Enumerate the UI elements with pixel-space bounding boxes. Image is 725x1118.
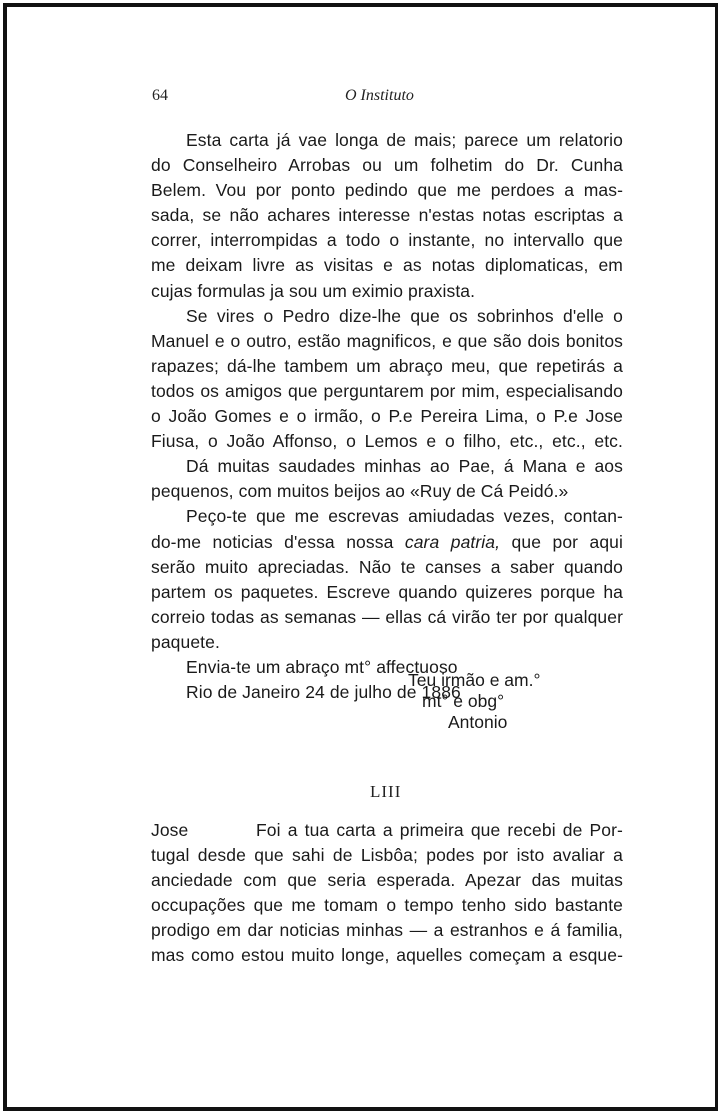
text-line: Esta carta já vae longa de mais; parece um relatorio bbox=[186, 130, 623, 150]
text-span: do-me noticias d'essa nossa bbox=[151, 531, 394, 552]
signature-line: Teu irmão e am.° bbox=[408, 670, 541, 690]
salutation: Jose bbox=[151, 820, 189, 840]
text-line: occupações que me tomam o tempo tenho sido bastante bbox=[151, 895, 623, 916]
text-line: cujas formulas ja sou um eximio praxista. bbox=[151, 280, 476, 301]
text-line: partem os paquetes. Escreve quando quizeres porque ha bbox=[151, 581, 623, 602]
text-line: me deixam livre as visitas e as notas diplomaticas, em bbox=[151, 255, 623, 276]
text-span: Foi a tua carta a primeira que recebi de Por- bbox=[256, 820, 623, 840]
text-line: rapazes; dá-lhe tambem um abraço meu, que repetirás a bbox=[151, 355, 623, 376]
letter-one-body bbox=[151, 128, 623, 705]
text-line: Peço-te que me escrevas amiudadas vezes, contan- bbox=[186, 506, 623, 527]
italic-phrase: cara patria, bbox=[404, 531, 501, 552]
text-line: prodigo em dar noticias minhas — a estranhos e á familia, bbox=[151, 920, 623, 941]
text-line: mas como estou muito longe, aquelles começam a esque- bbox=[151, 945, 623, 966]
section-number: LIII bbox=[370, 782, 402, 801]
text-line: sada, se não achares interesse n'estas notas escriptas a bbox=[151, 205, 623, 226]
signature-name: Antonio bbox=[448, 712, 508, 732]
dateline: Rio de Janeiro 24 de julho de 1886 bbox=[186, 682, 461, 703]
page-header bbox=[152, 87, 572, 111]
running-title: O Instituto bbox=[345, 87, 414, 104]
text-line: Fiusa, o João Affonso, o Lemos e o filho, etc., etc., etc. bbox=[151, 431, 623, 452]
text-line: paquete. bbox=[151, 631, 220, 652]
text-line: Dá muitas saudades minhas ao Pae, á Mana e aos bbox=[186, 456, 623, 477]
closing-line: Envia-te um abraço mt° affectuoso bbox=[186, 656, 458, 677]
text-line: o João Gomes e o irmão, o P.e Pereira Lima, o P.e Jose bbox=[151, 406, 623, 427]
text-line bbox=[151, 530, 623, 555]
text-line: do Conselheiro Arrobas ou um folhetim do Dr. Cunha bbox=[151, 155, 623, 176]
text-line: correio todas as semanas — ellas cá virão ter por qualquer bbox=[151, 606, 623, 627]
signature-line: mt° e obg° bbox=[422, 691, 505, 711]
text-line: todos os amigos que perguntarem por mim, especialisando bbox=[151, 380, 623, 401]
text-line: tugal desde que sahi de Lisbôa; podes por isto avaliar a bbox=[151, 845, 623, 866]
signature-block bbox=[408, 670, 540, 733]
page-number: 64 bbox=[152, 87, 168, 104]
text-line: Belem. Vou por ponto pedindo que me perdoes a mas- bbox=[151, 180, 623, 201]
text-line: pequenos, com muitos beijos ao «Ruy de Cá Peidó.» bbox=[151, 481, 569, 502]
text-line: anciedade com que seria esperada. Apezar das muitas bbox=[151, 870, 623, 891]
text-line: Se vires o Pedro dize-lhe que os sobrinhos d'elle o bbox=[186, 305, 623, 326]
text-line bbox=[151, 818, 623, 843]
text-line: Manuel e o outro, estão magnificos, e que são dois bonitos bbox=[151, 330, 623, 351]
text-line: serão muito apreciadas. Não te canses a saber quando bbox=[151, 556, 623, 577]
text-line: correr, interrompidas a todo o instante, no intervallo que bbox=[151, 230, 623, 251]
letter-two-body bbox=[151, 818, 623, 969]
text-span: que por aqui bbox=[511, 531, 624, 552]
